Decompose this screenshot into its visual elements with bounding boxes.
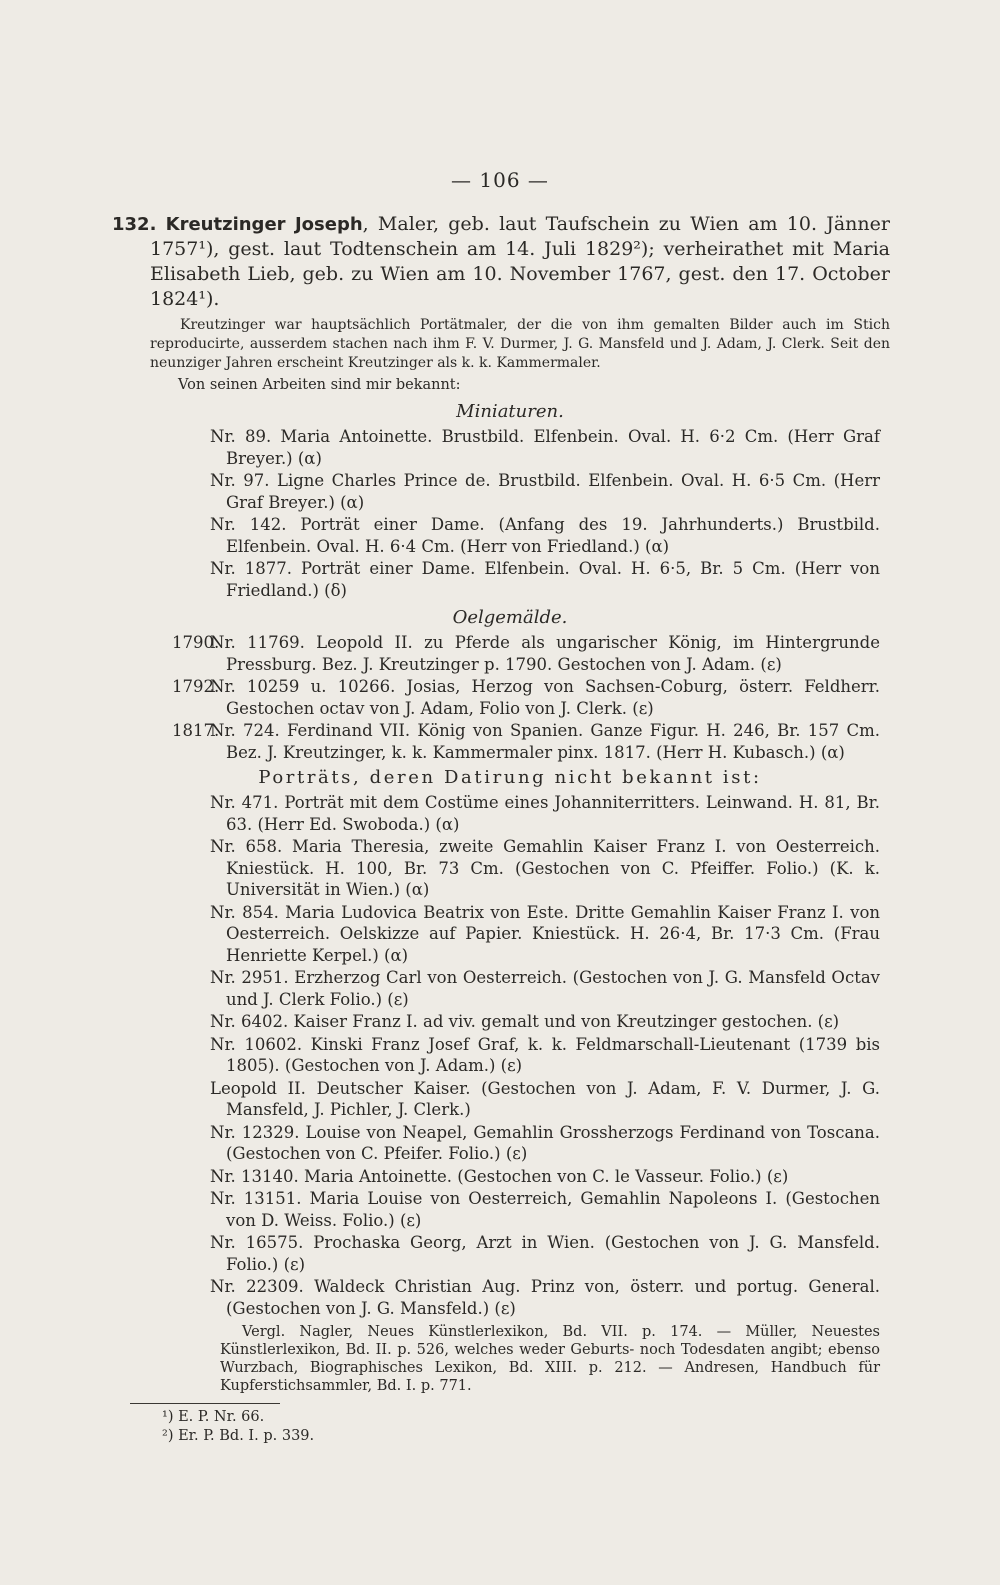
item-year [130, 1166, 210, 1188]
item-year [130, 1011, 210, 1033]
page-number: — 106 — [451, 168, 549, 192]
item-text: Nr. 11769. Leopold II. zu Pferde als ungarischer König, im Hintergrunde Pressburg. Bez. J. Kreutzinger p. 1790. Gestochen von J. Adam. (ε) [210, 633, 880, 674]
list-item [130, 1011, 890, 1033]
item-text: Nr. 10259 u. 10266. Josias, Herzog von Sachsen-Coburg, österr. Feldherr. Gestochen octav von J. Adam, Folio von J. Clerk. (ε) [210, 677, 880, 718]
item-year [130, 792, 210, 835]
list-item [130, 792, 890, 835]
section-oelgemaelde [130, 632, 890, 763]
item-text: Leopold II. Deutscher Kaiser. (Gestochen von J. Adam, F. V. Durmer, J. G. Mansfeld, J. Pichler, J. Clerk.) [210, 1078, 880, 1119]
list-item [130, 676, 890, 719]
list-item [130, 426, 890, 469]
list-item [130, 470, 890, 513]
item-text: Nr. 13151. Maria Louise von Oesterreich, Gemahlin Napoleons I. (Gestochen von D. Weiss. Folio.) (ε) [210, 1189, 880, 1230]
list-item [130, 632, 890, 675]
item-text: Nr. 658. Maria Theresia, zweite Gemahlin Kaiser Franz I. von Oesterreich. Kniestück. H. 100, Br. 73 Cm. (Gestochen von C. Pfeiffer. Folio.) (K. k. Universität in Wien.) (α) [210, 837, 880, 899]
item-year [130, 1122, 210, 1165]
list-item [130, 1276, 890, 1319]
item-year [130, 1188, 210, 1231]
item-text: Nr. 89. Maria Antoinette. Brustbild. Elfenbein. Oval. H. 6·2 Cm. (Herr Graf Breyer.) (α) [210, 427, 880, 468]
item-text: Nr. 1877. Porträt einer Dame. Elfenbein. Oval. H. 6·5, Br. 5 Cm. (Herr von Friedland.) (δ) [210, 559, 880, 600]
list-item [130, 1034, 890, 1077]
entry-intro: Von seinen Arbeiten sind mir bekannt: [178, 377, 461, 393]
list-item [130, 836, 890, 901]
item-text: Nr. 471. Porträt mit dem Costüme eines Johanniterritters. Leinwand. H. 81, Br. 63. (Herr Ed. Swoboda.) (α) [210, 793, 880, 834]
section-portraets [130, 792, 890, 1319]
entry-note: Kreutzinger war hauptsächlich Portätmaler, der die von ihm gemalten Bilder auch im Stich reproducirte, ausserdem stachen nach ihm F. V. Durmer, J. G. Mansfeld und J. Adam, J. Clerk. Seit den neunziger Jahren erscheint Kreutzinger als k. k. Kammermaler. [150, 317, 890, 371]
list-item [130, 1166, 890, 1188]
item-year [130, 514, 210, 557]
list-item [130, 720, 890, 763]
list-item [130, 1122, 890, 1165]
list-item [130, 1078, 890, 1121]
list-item [130, 967, 890, 1010]
item-text: Nr. 854. Maria Ludovica Beatrix von Este. Dritte Gemahlin Kaiser Franz I. von Oesterreich. Oelskizze auf Papier. Kniestück. H. 26·4, Br. 17·3 Cm. (Frau Henriette Kerpel.) (α) [210, 902, 880, 965]
list-item [130, 902, 890, 967]
item-year [130, 967, 210, 1010]
item-year [130, 426, 210, 469]
item-year [130, 1078, 210, 1121]
footnote: ¹) E. P. Nr. 66. [162, 1409, 265, 1425]
item-year [130, 902, 210, 967]
item-year [130, 1276, 210, 1319]
item-text: Nr. 142. Porträt einer Dame. (Anfang des 19. Jahrhunderts.) Brustbild. Elfenbein. Oval. H. 6·4 Cm. (Herr von Friedland.) (α) [210, 515, 880, 556]
page-content [112, 212, 890, 1446]
item-year: 1817. [172, 721, 220, 740]
entry-name: Kreutzinger Joseph [165, 214, 363, 235]
item-text: Nr. 22309. Waldeck Christian Aug. Prinz von, österr. und portug. General. (Gestochen von J. G. Mansfeld.) (ε) [210, 1277, 880, 1318]
item-year [130, 558, 210, 601]
item-year [130, 836, 210, 901]
list-item [130, 1188, 890, 1231]
item-text: Nr. 12329. Louise von Neapel, Gemahlin Grossherzogs Ferdinand von Toscana. (Gestochen von C. Pfeifer. Folio.) (ε) [210, 1122, 880, 1163]
item-text: Nr. 724. Ferdinand VII. König von Spanien. Ganze Figur. H. 246, Br. 157 Cm. Bez. J. Kreutzinger, k. k. Kammermaler pinx. 1817. (Herr H. Kubasch.) (α) [210, 721, 880, 762]
references-note: Vergl. Nagler, Neues Künstlerlexikon, Bd. VII. p. 174. — Müller, Neuestes Künstlerlexikon, Bd. II. p. 526, welches weder Geburts- noch Todesdaten angibt; ebenso Wurzbach, Biographisches Lexikon, Bd. XIII. p. 212. — Andresen, Handbuch für Kupferstichsammler, Bd. I. p. 771. [220, 1324, 880, 1394]
item-year [130, 1232, 210, 1275]
item-text: Nr. 97. Ligne Charles Prince de. Brustbild. Elfenbein. Oval. H. 6·5 Cm. (Herr Graf Breyer.) (α) [210, 471, 880, 512]
item-year [130, 1034, 210, 1077]
footnote: ²) Er. P. Bd. I. p. 339. [162, 1428, 315, 1444]
item-year: 1790. [172, 633, 220, 652]
entry-biography: , Maler, geb. laut Taufschein zu Wien am 10. Jänner 1757¹), gest. laut Todtenschein am 14. Juli 1829²); verheirathet mit Maria Elisabeth Lieb, geb. zu Wien am 10. November 1767, gest. den 17. October 1824¹). [150, 213, 890, 310]
section-title-oelgemaelde: Oelgemälde. [452, 607, 568, 628]
entry-number: 132. [112, 214, 157, 235]
entry-heading [112, 212, 890, 312]
item-text: Nr. 2951. Erzherzog Carl von Oesterreich. (Gestochen von J. G. Mansfeld Octav und J. Clerk Folio.) (ε) [210, 968, 880, 1009]
section-title-miniaturen: Miniaturen. [456, 401, 564, 422]
item-year [130, 470, 210, 513]
list-item [130, 514, 890, 557]
item-text: Nr. 10602. Kinski Franz Josef Graf, k. k. Feldmarschall-Lieutenant (1739 bis 1805). (Gestochen von J. Adam.) (ε) [210, 1034, 880, 1075]
footnote-divider [130, 1403, 280, 1404]
item-text: Nr. 6402. Kaiser Franz I. ad viv. gemalt und von Kreutzinger gestochen. (ε) [210, 1012, 840, 1031]
section-title-portraets: Porträts, deren Datirung nicht bekannt ist: [258, 767, 762, 788]
section-miniaturen [130, 426, 890, 601]
item-year: 1792. [172, 677, 220, 696]
item-text: Nr. 13140. Maria Antoinette. (Gestochen von C. le Vasseur. Folio.) (ε) [210, 1166, 789, 1186]
list-item [130, 1232, 890, 1275]
item-text: Nr. 16575. Prochaska Georg, Arzt in Wien. (Gestochen von J. G. Mansfeld. Folio.) (ε) [210, 1233, 880, 1274]
list-item [130, 558, 890, 601]
